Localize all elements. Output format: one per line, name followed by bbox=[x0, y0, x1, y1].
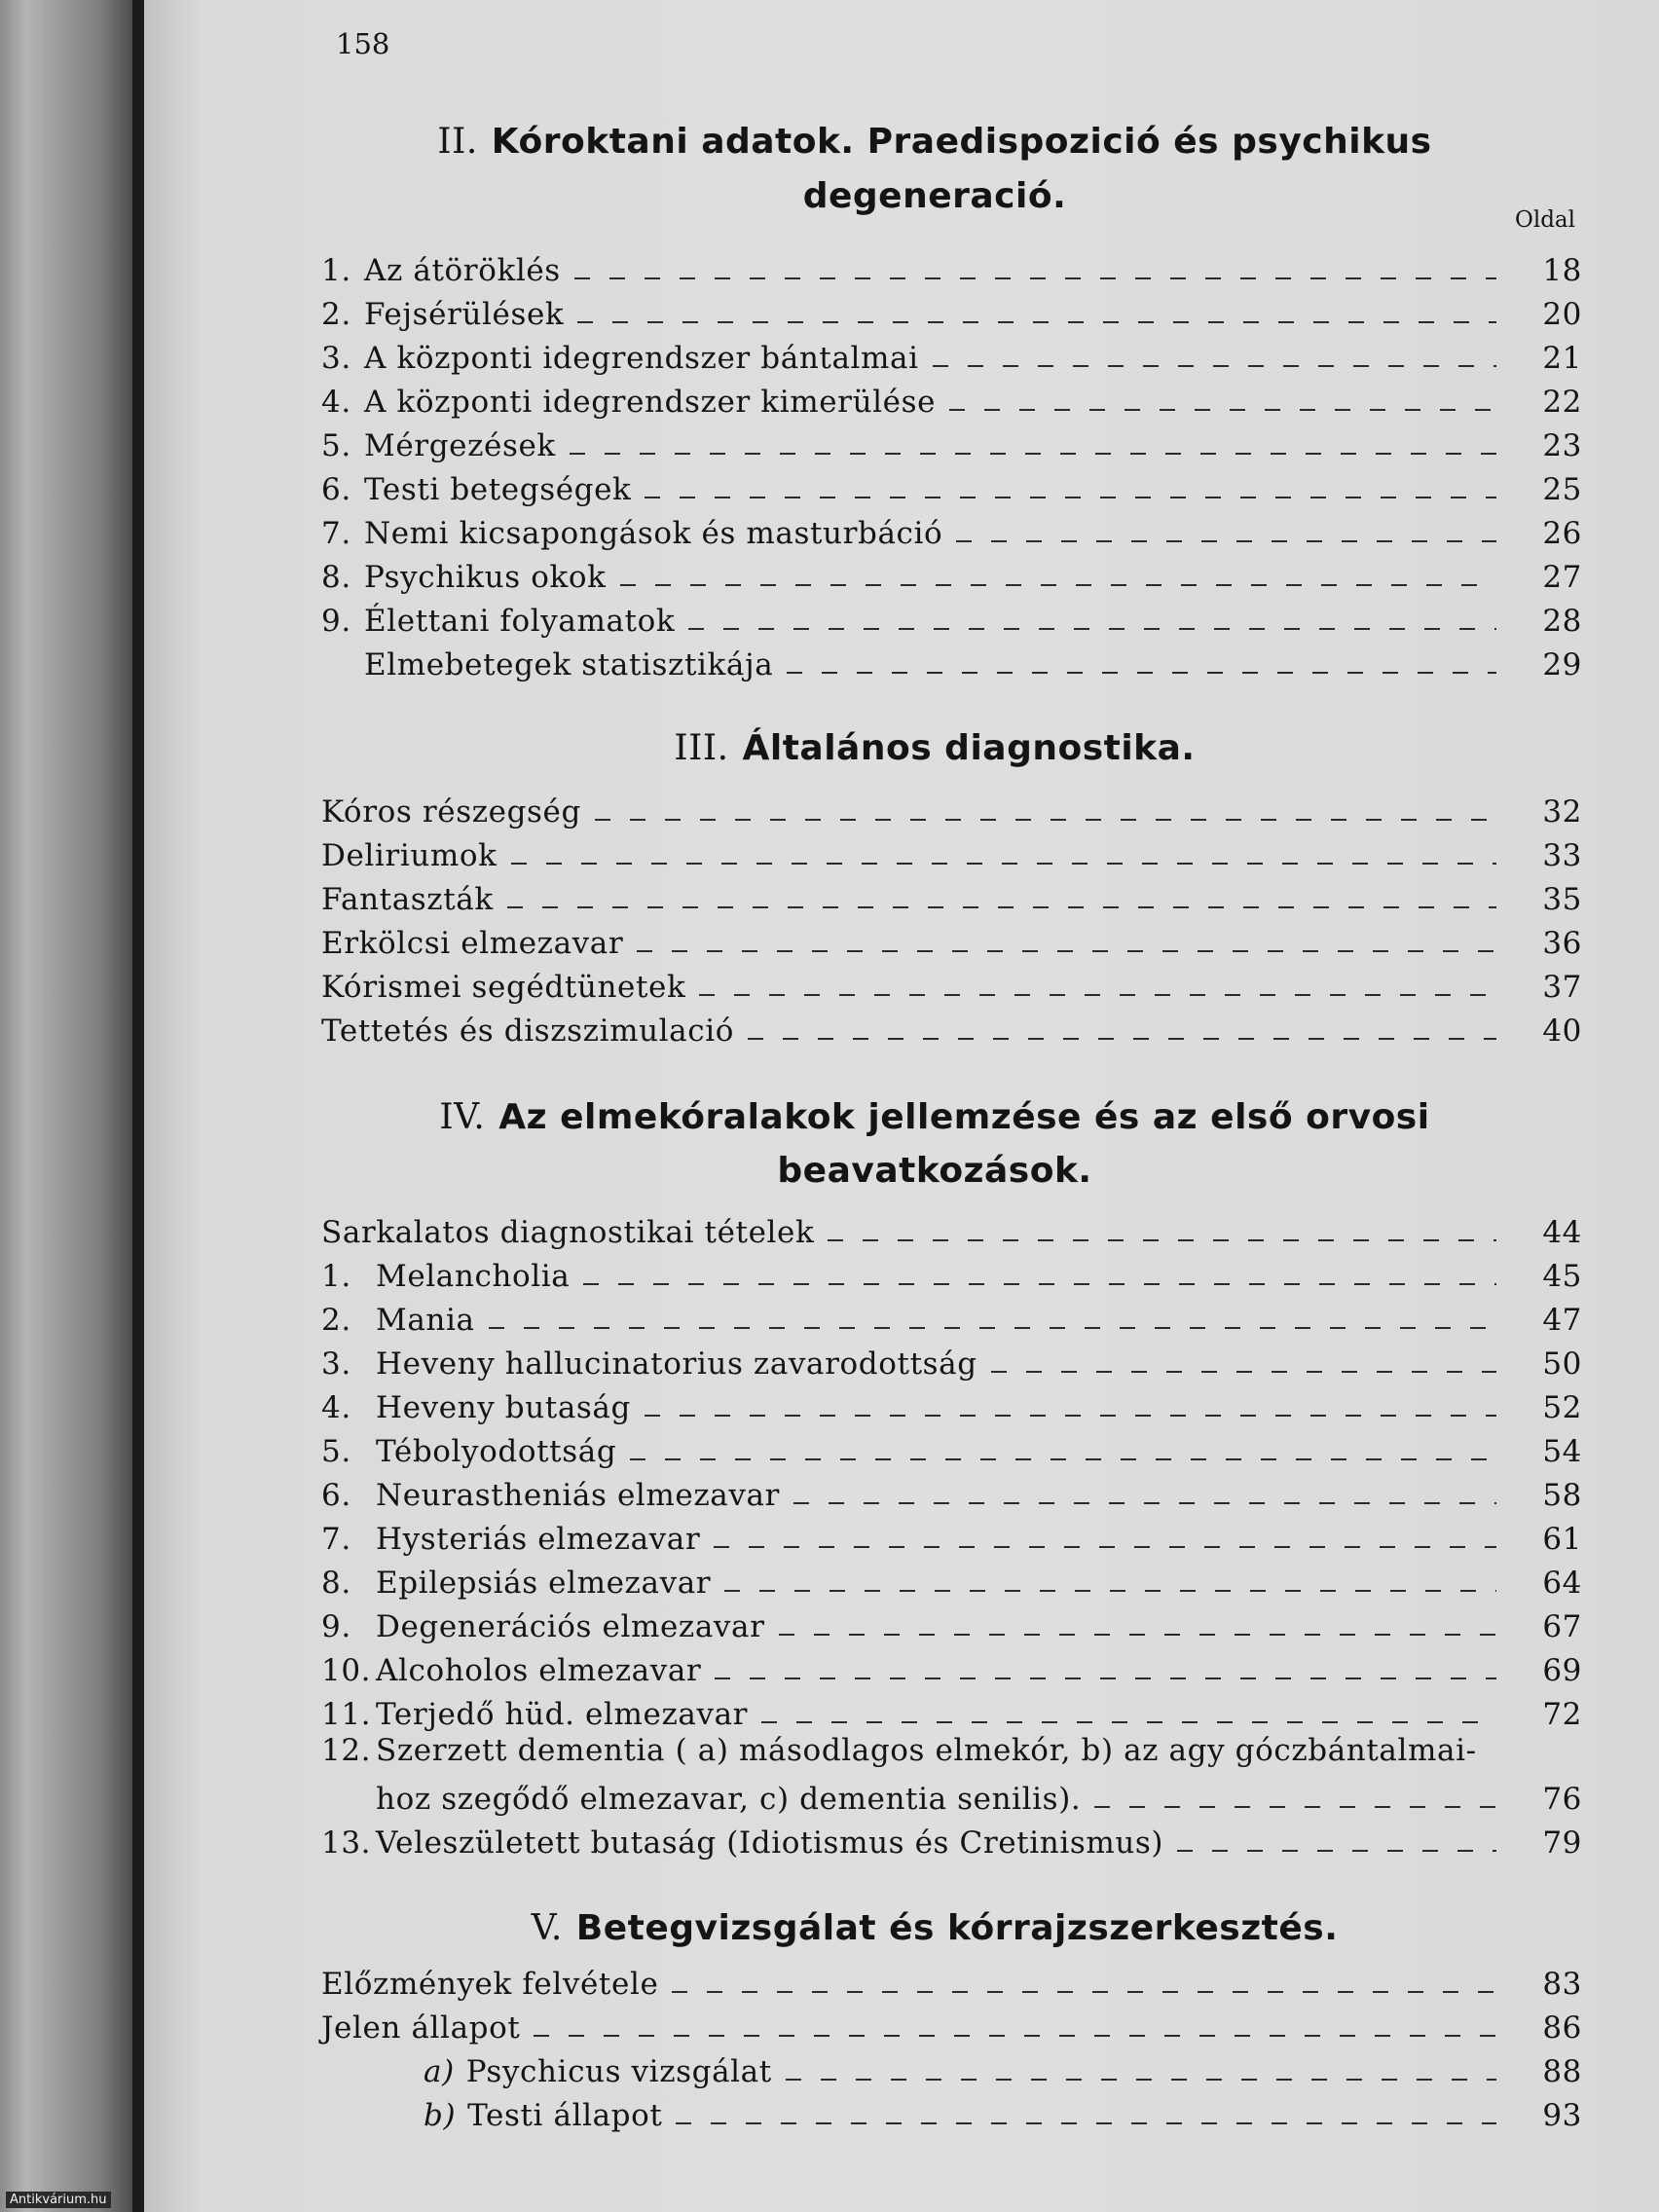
section-heading bbox=[292, 114, 1577, 170]
entry-title: Neurastheniás elmezavar bbox=[376, 1478, 780, 1513]
entry-title: Kórismei segédtünetek bbox=[321, 970, 686, 1005]
entry-page: 47 bbox=[1542, 1303, 1582, 1338]
toc-entry bbox=[321, 243, 1582, 288]
leader-dots bbox=[715, 1677, 1496, 1679]
section-heading-cont bbox=[292, 168, 1577, 225]
leader-dots bbox=[645, 1415, 1496, 1417]
entry-title: Erkölcsi elmezavar bbox=[321, 926, 624, 961]
entry-number: 11. bbox=[321, 1697, 372, 1732]
entry-title: Hysteriás elmezavar bbox=[376, 1522, 701, 1557]
entry-number: 8. bbox=[321, 560, 351, 595]
leader-dots bbox=[676, 2122, 1496, 2124]
leader-dots bbox=[714, 1546, 1496, 1548]
toc-entry bbox=[321, 1293, 1582, 1338]
toc-entry bbox=[321, 1424, 1582, 1469]
toc-entry bbox=[321, 785, 1582, 830]
entry-page: 21 bbox=[1542, 341, 1582, 376]
entry-title: Elmebetegek statisztikája bbox=[364, 647, 774, 682]
entry-page: 58 bbox=[1542, 1478, 1582, 1513]
section-heading bbox=[292, 1089, 1577, 1146]
entry-page: 64 bbox=[1542, 1566, 1582, 1601]
toc-entry bbox=[321, 1381, 1582, 1425]
toc-entry bbox=[424, 2088, 1582, 2133]
entry-title: Sarkalatos diagnostikai tételek bbox=[321, 1215, 815, 1250]
leader-dots bbox=[637, 950, 1496, 952]
leader-dots bbox=[574, 277, 1496, 279]
entry-title: Testi betegségek bbox=[364, 472, 632, 507]
entry-title: Psychikus okok bbox=[364, 560, 607, 595]
entry-page: 50 bbox=[1542, 1346, 1582, 1382]
entry-page: 93 bbox=[1542, 2098, 1582, 2133]
leader-dots bbox=[949, 409, 1496, 411]
toc-entry bbox=[321, 287, 1582, 332]
entry-number: 7. bbox=[321, 1522, 351, 1557]
book-spine bbox=[0, 0, 144, 2212]
leader-dots bbox=[787, 672, 1496, 674]
entry-title: Testi állapot bbox=[467, 2098, 663, 2133]
toc-entry bbox=[321, 375, 1582, 420]
entry-number: 5. bbox=[321, 428, 351, 463]
leader-dots bbox=[793, 1502, 1496, 1504]
leader-dots bbox=[956, 540, 1496, 542]
entry-title: Melancholia bbox=[376, 1259, 571, 1294]
entry-page: 26 bbox=[1542, 516, 1582, 551]
leader-dots bbox=[786, 2079, 1496, 2081]
leader-dots bbox=[933, 365, 1496, 367]
entry-page: 22 bbox=[1542, 385, 1582, 420]
toc-entry bbox=[321, 1004, 1582, 1049]
entry-page: 83 bbox=[1542, 1967, 1582, 2002]
leader-dots bbox=[630, 1458, 1496, 1460]
leader-dots bbox=[570, 453, 1496, 455]
entry-page: 35 bbox=[1542, 882, 1582, 917]
entry-number: 6. bbox=[321, 472, 351, 507]
entry-title: Jelen állapot bbox=[321, 2010, 521, 2046]
entry-title: Szerzett dementia ( a) másodlagos elmekór, b) az agy góczbántalmai- bbox=[376, 1733, 1477, 1768]
entry-page: 27 bbox=[1542, 560, 1582, 595]
entry-number: 10. bbox=[321, 1653, 372, 1688]
watermark: Antikvárium.hu bbox=[6, 2192, 111, 2208]
section-number: IV. bbox=[439, 1097, 486, 1137]
leader-dots bbox=[991, 1371, 1496, 1373]
toc-entry bbox=[321, 960, 1582, 1005]
section-title: beavatkozások. bbox=[777, 1151, 1092, 1191]
entry-page: 40 bbox=[1542, 1014, 1582, 1049]
toc-entry bbox=[321, 1556, 1582, 1601]
toc-entry bbox=[321, 1468, 1582, 1513]
toc-entry bbox=[321, 1249, 1582, 1294]
entry-title: Heveny hallucinatorius zavarodottság bbox=[376, 1346, 977, 1382]
toc-entry bbox=[321, 2001, 1582, 2046]
page-column-label: Oldal bbox=[1515, 207, 1576, 233]
entry-page: 67 bbox=[1542, 1609, 1582, 1644]
toc-entry bbox=[321, 1600, 1582, 1644]
toc-entry bbox=[321, 594, 1582, 639]
toc-entry bbox=[321, 872, 1582, 917]
entry-page: 32 bbox=[1542, 794, 1582, 830]
entry-page: 86 bbox=[1542, 2010, 1582, 2046]
leader-dots bbox=[595, 819, 1496, 821]
toc-entry bbox=[321, 916, 1582, 961]
entry-title: Tébolyodottság bbox=[376, 1434, 617, 1469]
toc-entry bbox=[321, 1723, 1582, 1768]
entry-title: Mania bbox=[376, 1303, 475, 1338]
entry-title: Epilepsiás elmezavar bbox=[376, 1566, 712, 1601]
leader-dots bbox=[507, 906, 1496, 908]
section-heading-cont bbox=[292, 1143, 1577, 1199]
entry-page: 23 bbox=[1542, 428, 1582, 463]
leader-dots bbox=[620, 584, 1497, 586]
entry-page: 54 bbox=[1542, 1434, 1582, 1469]
entry-page: 88 bbox=[1542, 2054, 1582, 2089]
entry-subletter: a) bbox=[424, 2054, 455, 2089]
entry-title: Mérgezések bbox=[364, 428, 556, 463]
entry-page: 28 bbox=[1542, 604, 1582, 639]
section-title: Kóroktani adatok. Praedispozició és psychikus bbox=[491, 122, 1432, 162]
entry-subletter: b) bbox=[424, 2098, 457, 2133]
entry-title: Deliriumok bbox=[321, 838, 498, 873]
entry-page: 72 bbox=[1542, 1697, 1582, 1732]
toc-entry bbox=[321, 331, 1582, 376]
toc-entry bbox=[321, 550, 1582, 595]
leader-dots bbox=[645, 497, 1496, 498]
toc-entry bbox=[321, 638, 1582, 682]
section-title: Betegvizsgálat és kórrajzszerkesztés. bbox=[575, 1908, 1339, 1948]
entry-number: 6. bbox=[321, 1478, 351, 1513]
entry-number: 3. bbox=[321, 341, 351, 376]
entry-page: 20 bbox=[1542, 297, 1582, 332]
entry-number: 12. bbox=[321, 1733, 372, 1768]
section-heading bbox=[292, 720, 1577, 777]
entry-title: Az átöröklés bbox=[364, 253, 561, 288]
toc-entry bbox=[321, 1512, 1582, 1557]
entry-title: Heveny butaság bbox=[376, 1390, 631, 1425]
entry-number: 3. bbox=[321, 1346, 351, 1382]
entry-title-continuation: hoz szegődő elmezavar, c) dementia senilis). bbox=[376, 1782, 1082, 1817]
toc-entry bbox=[321, 829, 1582, 873]
entry-page: 61 bbox=[1542, 1522, 1582, 1557]
toc-entry bbox=[321, 1816, 1582, 1861]
section-title: degeneració. bbox=[802, 176, 1067, 216]
leader-dots bbox=[534, 2035, 1496, 2037]
entry-title: A központi idegrendszer kimerülése bbox=[364, 385, 937, 420]
section-heading bbox=[292, 1900, 1577, 1957]
toc-entry bbox=[321, 1643, 1582, 1688]
entry-title: Tettetés és diszszimulació bbox=[321, 1014, 735, 1049]
leader-dots bbox=[748, 1038, 1496, 1040]
entry-title: Fantaszták bbox=[321, 882, 494, 917]
entry-page: 29 bbox=[1542, 647, 1582, 682]
entry-number: 5. bbox=[321, 1434, 351, 1469]
entry-number: 4. bbox=[321, 1390, 351, 1425]
section-number: III. bbox=[674, 728, 729, 768]
entry-number: 9. bbox=[321, 604, 351, 639]
entry-page: 76 bbox=[1542, 1782, 1582, 1817]
leader-dots bbox=[672, 1991, 1496, 1993]
entry-title: Terjedő hüd. elmezavar bbox=[376, 1697, 749, 1732]
toc-entry bbox=[321, 1337, 1582, 1382]
entry-number: 1. bbox=[321, 253, 351, 288]
entry-title: Veleszületett butaság (Idiotismus és Cretinismus) bbox=[376, 1825, 1164, 1861]
entry-title: Élettani folyamatok bbox=[364, 604, 676, 639]
section-number: II. bbox=[437, 122, 478, 162]
section-number: V. bbox=[531, 1908, 563, 1948]
entry-number: 9. bbox=[321, 1609, 351, 1644]
entry-title: Fejsérülések bbox=[364, 297, 565, 332]
entry-number: 2. bbox=[321, 297, 351, 332]
leader-dots bbox=[511, 863, 1496, 865]
toc-entry bbox=[321, 419, 1582, 463]
entry-page: 79 bbox=[1542, 1825, 1582, 1861]
entry-page: 44 bbox=[1542, 1215, 1582, 1250]
section-title: Általános diagnostika. bbox=[742, 728, 1196, 768]
leader-dots bbox=[828, 1239, 1496, 1241]
entry-page: 25 bbox=[1542, 472, 1582, 507]
leader-dots bbox=[699, 994, 1496, 996]
entry-title: Degenerációs elmezavar bbox=[376, 1609, 765, 1644]
page-number: 158 bbox=[336, 27, 390, 60]
toc-entry bbox=[424, 2045, 1582, 2089]
entry-page: 33 bbox=[1542, 838, 1582, 873]
entry-page: 52 bbox=[1542, 1390, 1582, 1425]
entry-number: 8. bbox=[321, 1566, 351, 1601]
entry-page: 36 bbox=[1542, 926, 1582, 961]
leader-dots bbox=[688, 628, 1496, 630]
entry-title: A központi idegrendszer bántalmai bbox=[364, 341, 919, 376]
toc-entry bbox=[321, 506, 1582, 551]
leader-dots bbox=[1177, 1850, 1496, 1852]
section-title: Az elmekóralakok jellemzése és az első orvosi bbox=[498, 1097, 1430, 1137]
entry-number: 4. bbox=[321, 385, 351, 420]
entry-title: Előzmények felvétele bbox=[321, 1967, 659, 2002]
leader-dots bbox=[489, 1327, 1496, 1329]
leader-dots bbox=[779, 1634, 1496, 1636]
leader-dots bbox=[1094, 1806, 1496, 1808]
toc-entry bbox=[321, 1957, 1582, 2002]
entry-number: 1. bbox=[321, 1259, 351, 1294]
leader-dots bbox=[724, 1590, 1496, 1592]
entry-number: 13. bbox=[321, 1825, 372, 1861]
entry-page: 37 bbox=[1542, 970, 1582, 1005]
entry-page: 69 bbox=[1542, 1653, 1582, 1688]
toc-entry bbox=[321, 462, 1582, 507]
page-edge-shadow bbox=[132, 0, 144, 2212]
toc-entry-continuation bbox=[321, 1772, 1582, 1817]
entry-title: Kóros részegség bbox=[321, 794, 581, 830]
entry-title: Psychicus vizsgálat bbox=[465, 2054, 772, 2089]
entry-title: Nemi kicsapongások és masturbáció bbox=[364, 516, 943, 551]
entry-number: 2. bbox=[321, 1303, 351, 1338]
entry-number: 7. bbox=[321, 516, 351, 551]
entry-title: Alcoholos elmezavar bbox=[376, 1653, 702, 1688]
leader-dots bbox=[583, 1283, 1496, 1285]
toc-entry bbox=[321, 1205, 1582, 1250]
entry-page: 18 bbox=[1542, 253, 1582, 288]
leader-dots bbox=[577, 321, 1496, 323]
entry-page: 45 bbox=[1542, 1259, 1582, 1294]
